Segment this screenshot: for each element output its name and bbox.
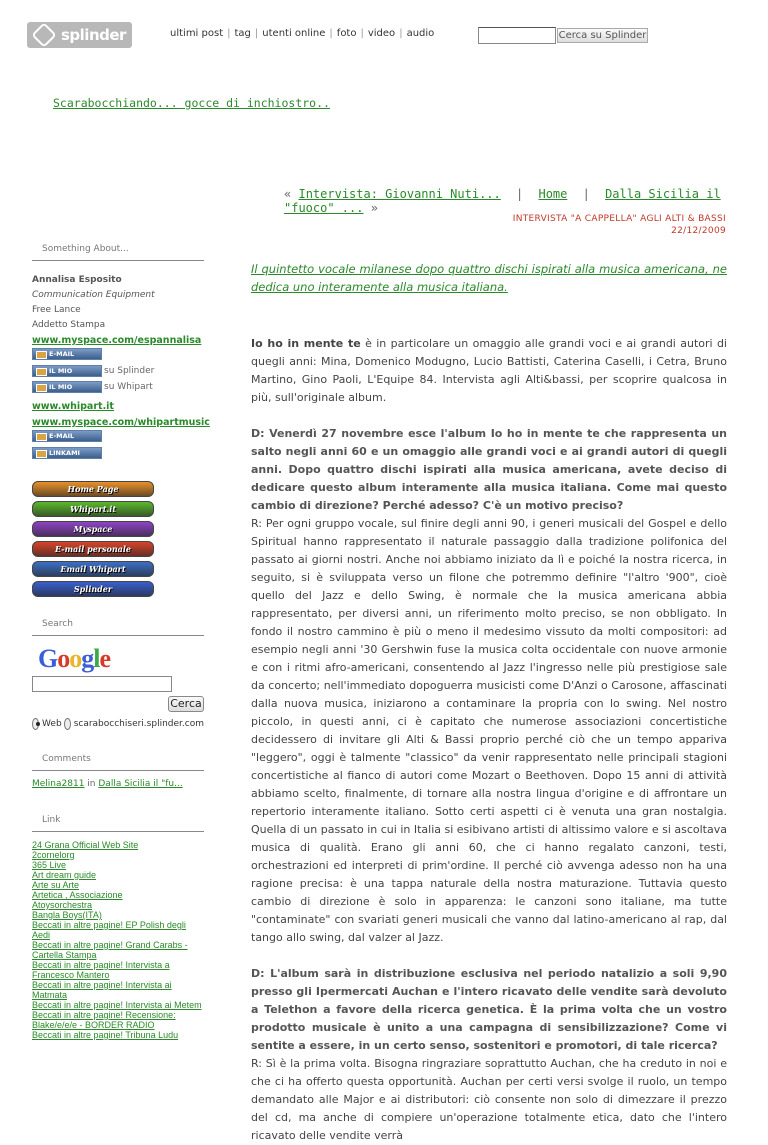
email-badge-1[interactable] [32, 348, 204, 360]
nav-ultimi-post[interactable]: ultimi post [170, 28, 224, 39]
home-link[interactable]: Home [538, 187, 568, 201]
post-navigation: « Intervista: Giovanni Nuti... | Home | Dalla Sicilia il "fuoco" ... » [284, 187, 721, 215]
prev-arrow: « [284, 187, 292, 201]
link-item[interactable]: Bangla Boys(ITA) [32, 910, 102, 920]
link-item[interactable]: Art dream guide [32, 870, 97, 880]
splinder-search-input[interactable] [478, 27, 556, 44]
profile-badge-whipart[interactable] [32, 381, 204, 401]
su-whipart-label: su Whipart [104, 382, 153, 392]
post-header [513, 213, 726, 237]
link-item[interactable]: Beccati in altre pagine! Grand Carabs - Cartella Stampa [32, 940, 188, 960]
radio-web-label: Web [42, 719, 62, 729]
profile-line-2: Addetto Stampa [32, 320, 106, 330]
email-badge-2[interactable] [32, 430, 204, 442]
profile-job: Communication Equipment [32, 290, 155, 300]
link-item[interactable]: 2cornelorg [32, 850, 75, 860]
email-icon: E-MAIL [32, 430, 102, 442]
splinder-button[interactable]: Splinder [32, 581, 154, 597]
link-item[interactable]: 24 Grana Official Web Site [32, 840, 139, 850]
nav-video[interactable]: video [367, 28, 396, 39]
myspace-link-1[interactable]: www.myspace.com/espannalisa [32, 335, 202, 346]
top-nav: ultimi post | tag | utenti online | foto | video | audio [170, 28, 435, 39]
comments-section-title: Comments [32, 754, 204, 771]
link-item[interactable]: Artetica , Associazione [32, 890, 123, 900]
top-bar [0, 0, 768, 70]
google-search-input[interactable] [32, 676, 172, 692]
comment-item [32, 779, 204, 789]
profile-badge-icon: IL MIO [32, 365, 102, 377]
radio-web[interactable] [32, 718, 39, 730]
nav-tag[interactable]: tag [234, 28, 251, 39]
link-item[interactable]: Atoysorchestra [32, 900, 93, 910]
link-item[interactable]: Beccati in altre pagine! Recensione: Blake/e/e/e - BORDER RADIO [32, 1010, 176, 1030]
nav-audio[interactable]: audio [406, 28, 435, 39]
profile [32, 275, 210, 459]
link-item[interactable]: Beccati in altre pagine! Intervista ai Metem [32, 1000, 202, 1010]
profile-badge-icon: IL MIO PROFILO [32, 381, 102, 393]
google-logo: Google [38, 644, 111, 673]
profile-badge-splinder[interactable] [32, 365, 204, 377]
whipart-button[interactable]: Whipart.it [32, 501, 154, 517]
email-icon: E-MAIL [32, 348, 102, 360]
radio-site-label: scarabocchiseri.splinder.com [73, 719, 204, 729]
prev-post-link[interactable]: Intervista: Giovanni Nuti... [298, 187, 501, 201]
link-item[interactable]: 365 Live [32, 860, 67, 870]
google-search-button[interactable]: Cerca [168, 696, 204, 712]
album-title: Io ho in mente te [251, 337, 361, 350]
email-whipart-button[interactable]: Email Whipart [32, 561, 154, 577]
link-item[interactable]: Beccati in altre pagine! Intervista ai Matmata [32, 980, 172, 1000]
next-post-link[interactable]: Dalla Sicilia il "fuoco" ... [284, 187, 721, 215]
about-section-title: Something About... [32, 244, 204, 261]
post-body [251, 260, 727, 1142]
link-item[interactable]: Beccati in altre pagine! Tribuna Ludu [32, 1030, 179, 1040]
comment-in: in [84, 779, 99, 789]
nav-foto[interactable]: foto [336, 28, 357, 39]
whipart-link[interactable]: www.whipart.it [32, 401, 114, 412]
search-scope [32, 718, 204, 730]
blog-title[interactable]: Scarabocchiando... gocce di inchiostro.. [53, 96, 330, 110]
question-2: D: L'album sarà in distribuzione esclusiva nel periodo natalizio a soli 9,90 presso gli Ipermercati Auchan e l'intero ricavato delle vendite sarà devoluto a Telethon a favore della ricerca genetica. È la prima volta che un vostro prodotto musicale è unito a una campagna di sensibilizzazione? Come vi sentite a essere, in un certo senso, sostenitori e promotori, di tale ricerca? [251, 967, 727, 1052]
splinder-logo[interactable] [27, 22, 132, 48]
link-item[interactable]: Beccati in altre pagine! EP Polish degli Aedi [32, 920, 186, 940]
profile-name: Annalisa Esposito [32, 275, 122, 285]
splinder-search-button[interactable]: Cerca su Splinder [558, 30, 647, 41]
link-item[interactable]: Beccati in altre pagine! Intervista a Francesco Mantero [32, 960, 170, 980]
comment-user-link[interactable]: Melina2811 [32, 779, 85, 789]
answer-1: R: Per ogni gruppo vocale, sul finire degli anni 90, i generi musicali del Gospel e dello Spiritual hanno rappresentato il naturale passaggio dalla tradizione polifonica del passato ai giorni nostri. Anche noi abbiamo iniziato da lì e poiché la nostra ricerca, in seguito, si è sviluppata verso un filone che potremmo definire "l'altro '900", cioè quello del Jazz e dello Swing, è normale che la musica americana abbia rappresentato, per diversi anni, un riferimento molto preciso, se non obbligato. In fondo il nostro cammino è più o meno il medesimo vissuto da molti compositori: ad esempio negli anni '30 Gershwin fuse la musica colta occidentale con nuove armonie e con i ritmi afro-americani, consentendo al Jazz l'ingresso nelle più prestigiose sale da concerto; nell'immediato dopoguerra musicisti come D'Anzi o Carosone, affascinati dalla nuova musica, iniziarono a contaminare la propria con lo swing. Nel nostro piccolo, in questi anni, ci è capitato che numerose associazioni concertistiche decidessero di invitare gli Alti & Bassi proprio perché ciò che un tempo appariva "leggero", oggi è talmente "classico" da venir rappresentato nelle principali stagioni concertistiche al fianco di autori come Mozart o Beethoven. Dopo 15 anni di attività abbiamo scelto, finalmente, di tornare alla nostra lingua d'origine e di affrontare un repertorio interamente italiano. Sotto certi aspetti ci è venuta una gran nostalgia. Quella di un passato in cui in Italia si esibivano artisti di altissimo valore e si ascoltava musica di qualità. Erano gli anni 60, che ci hanno regalato canzoni, testi, orchestrazioni ed interpreti di prim'ordine. Il perché ciò avvenga adesso non ha una ragione precisa: è una tappa naturale della nostra maturazione. Tuttavia questo cambio di direzione è solo in apparenza: le canzoni sono italiane, ma tutte "contaminate" con svariati generi musicali che vanno dal latino-americano al rap, dal tango allo swing, dal valzer al Jazz. [251, 517, 727, 944]
logo-text: splinder [61, 26, 126, 44]
answer-2: R: Sì è la prima volta. Bisogna ringraziare soprattutto Auchan, che ha creduto in noi e che ci ha offerto questa opportunità. Auchan per certi versi svolge il ruolo, un tempo demandato alle Major e ai distributori: ciò consente non solo di dimezzare il prezzo del cd, ma anche di compiere un'operazione totalmente etica, dato che l'intero ricavato delle vendite verrà [251, 1057, 727, 1142]
post-paragraph-1 [251, 335, 727, 407]
home-page-button[interactable]: Home Page [32, 481, 154, 497]
post-title: INTERVISTA "A CAPPELLA" AGLI ALTI & BASSI [512, 214, 726, 224]
button-list [32, 481, 204, 597]
link-item[interactable]: Arte su Arte [32, 880, 80, 890]
splinder-logo-icon [31, 22, 56, 47]
nav-utenti-online[interactable]: utenti online [262, 28, 326, 39]
link-list [32, 840, 204, 1040]
radio-site[interactable] [64, 718, 71, 730]
next-arrow: » [370, 201, 378, 215]
question-1: D: Venerdì 27 novembre esce l'album Io ho in mente te che rappresenta un salto negli anni 60 e un omaggio alle grandi voci e ai grandi autori di quegli anni. Dopo quattro dischi ispirati alla musica americana, avete deciso di dedicare questo album interamente alla musica italiana. Come mai questo cambio di direzione? Perché adesso? C'è un motivo preciso? [251, 427, 727, 512]
linkami-badge[interactable] [32, 447, 204, 459]
myspace-button[interactable]: Myspace [32, 521, 154, 537]
comment-post-link[interactable]: Dalla Sicilia il "fu... [98, 779, 183, 789]
sidebar [32, 244, 210, 1040]
post-intro[interactable]: Il quintetto vocale milanese dopo quattro dischi ispirati alla musica americana, ne dedica uno interamente alla musica italiana. [251, 262, 727, 294]
profile-line-1: Free Lance [32, 305, 81, 315]
link-section-title: Link [32, 815, 204, 832]
myspace-link-2[interactable]: www.myspace.com/whipartmusic [32, 417, 210, 428]
paragraph-1-text: è in particolare un omaggio alle grandi voci e ai grandi autori di quegli anni: Mina, Domenico Modugno, Lucio Battisti, Caterina Caselli, i Cetra, Bruno Martino, Gino Paoli, L'Equipe 84. Intervista agli Alti&bassi, per scoprire qualcosa in più, sull'originale album. [251, 337, 727, 404]
linkami-icon: LINKAMI [32, 447, 102, 459]
email-personale-button[interactable]: E-mail personale [32, 541, 154, 557]
search-section-title: Search [32, 619, 204, 636]
su-splinder-label: su Splinder [104, 366, 155, 376]
post-date: 22/12/2009 [671, 226, 726, 236]
